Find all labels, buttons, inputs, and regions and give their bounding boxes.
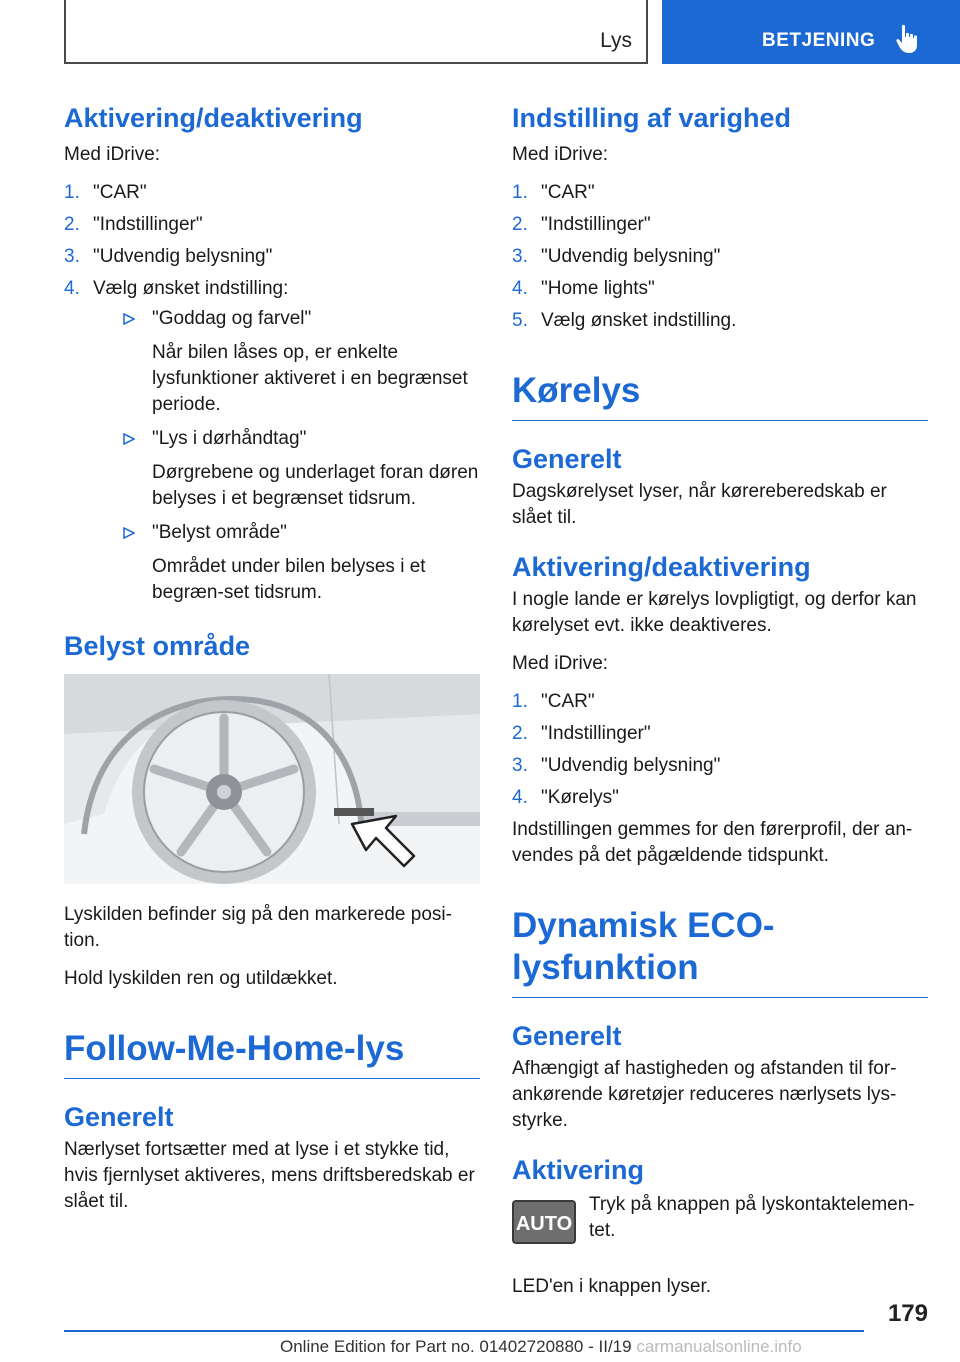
subsection-title-activation: Aktivering <box>512 1155 645 1185</box>
subsection-title-general: Generelt <box>64 1102 174 1132</box>
option-desc: Dørgrebene og underlaget foran døren belyses i et begrænset tidsrum. <box>152 462 479 509</box>
list-item: 3. "Udvendig belysning" <box>512 755 721 776</box>
list-item: 3. "Udvendig belysning" <box>64 246 273 267</box>
steps-list <box>64 180 480 606</box>
option-item <box>93 306 480 418</box>
list-item: 4. "Home lights" <box>512 278 655 299</box>
right-column <box>512 100 928 1312</box>
follow-me-home-text: Nærlyset fortsætter med at lyse i et stykke tid, hvis fjernlyset aktiveres, mens driftsberedskab er slået til. <box>64 1139 475 1212</box>
triangle-bullet-icon <box>123 527 135 539</box>
section-title-follow-me-home: Follow-Me-Home-lys <box>64 1028 480 1079</box>
list-item: 4. Vælg ønsket indstilling: "Goddag og farvel" Når bilen låses op, er enkelte lysfunktioner aktiveret i en begrænset periode. "Lys i dørhåndtag" Dørgrebene og underlaget foran døren belyses i et begrænset tidsrum. "Belyst område" Området under bilen belyses i et begræn-set tidsrum. <box>64 276 480 606</box>
footer-edition: Online Edition for Part no. 01402720880 - II/19 carmanualsonline.info <box>280 1337 802 1356</box>
options-list <box>93 306 480 606</box>
header-section-title: Lys <box>600 29 632 52</box>
header-section-box <box>64 0 648 64</box>
eco-activation-text: Tryk på knappen på lyskontaktelemen-tet. <box>589 1194 915 1241</box>
section-title-activation: Aktivering/deaktivering <box>64 103 363 133</box>
lit-area-text-2: Hold lyskilden ren og utildækket. <box>64 968 338 989</box>
section-title-eco-light: Dynamisk ECO-lysfunktion <box>512 905 928 998</box>
header-chapter-box <box>662 0 960 64</box>
lit-area-text-1: Lyskilden befinder sig på den markerede posi-tion. <box>64 904 452 951</box>
option-desc: Når bilen låses op, er enkelte lysfunktioner aktiveret i en begrænset periode. <box>152 342 468 415</box>
list-item: 4. "Kørelys" <box>512 787 619 808</box>
triangle-bullet-icon <box>123 313 135 325</box>
list-item: 2. "Indstillinger" <box>512 214 651 235</box>
option-name: "Belyst område" <box>152 522 287 543</box>
footer-watermark: carmanualsonline.info <box>636 1337 802 1356</box>
daytime-general-text: Dagskørelyset lyser, når kørereberedskab er slået til. <box>512 481 887 528</box>
intro-text: Med iDrive: <box>64 144 161 165</box>
page-number: 179 <box>887 1300 928 1327</box>
list-item: 3. "Udvendig belysning" <box>512 246 721 267</box>
intro-text: Med iDrive: <box>512 144 609 165</box>
triangle-bullet-icon <box>123 433 135 445</box>
list-item: 1. "CAR" <box>512 182 595 203</box>
list-item: 1. "CAR" <box>64 182 147 203</box>
subsection-title-general: Generelt <box>512 1021 622 1051</box>
daytime-activation-text: I nogle lande er kørelys lovpligtigt, og derfor kan kørelyset evt. ikke deaktiveres. <box>512 589 917 636</box>
subsection-title-general: Generelt <box>512 444 622 474</box>
option-item <box>93 426 480 512</box>
svg-text:AUTO: AUTO <box>515 1213 573 1235</box>
car-wheel-light-illustration <box>64 674 480 884</box>
list-item: 5. Vælg ønsket indstilling. <box>512 310 737 331</box>
subsection-title-activation: Aktivering/deaktivering <box>512 552 811 582</box>
steps-list <box>512 180 928 334</box>
eco-led-text: LED'en i knappen lyser. <box>512 1276 712 1297</box>
list-item: 2. "Indstillinger" <box>512 723 651 744</box>
daytime-profile-text: Indstillingen gemmes for den førerprofil, der an-vendes på det pågældende tidspunkt. <box>512 819 913 866</box>
option-item <box>93 520 480 606</box>
auto-button-row <box>512 1192 928 1274</box>
list-item: 1. "CAR" <box>512 691 595 712</box>
option-desc: Området under bilen belyses i et begræn-set tidsrum. <box>152 556 426 603</box>
left-column <box>64 100 480 1227</box>
section-title-duration: Indstilling af varighed <box>512 103 792 133</box>
steps-list <box>512 689 928 811</box>
hand-pointer-icon <box>896 24 922 54</box>
intro-text: Med iDrive: <box>512 653 609 674</box>
header-chapter-title: BETJENING <box>762 30 876 51</box>
section-title-daytime-lights: Kørelys <box>512 370 928 421</box>
option-name: "Lys i dørhåndtag" <box>152 428 307 449</box>
eco-general-text: Afhængigt af hastigheden og afstanden til for-ankørende køretøjer reduceres nærlysets lys-styrke. <box>512 1058 897 1131</box>
option-name: "Goddag og farvel" <box>152 308 312 329</box>
auto-button-icon <box>512 1200 576 1244</box>
footer-divider <box>64 1330 864 1332</box>
list-item: 2. "Indstillinger" <box>64 214 203 235</box>
section-title-lit-area: Belyst område <box>64 631 251 661</box>
